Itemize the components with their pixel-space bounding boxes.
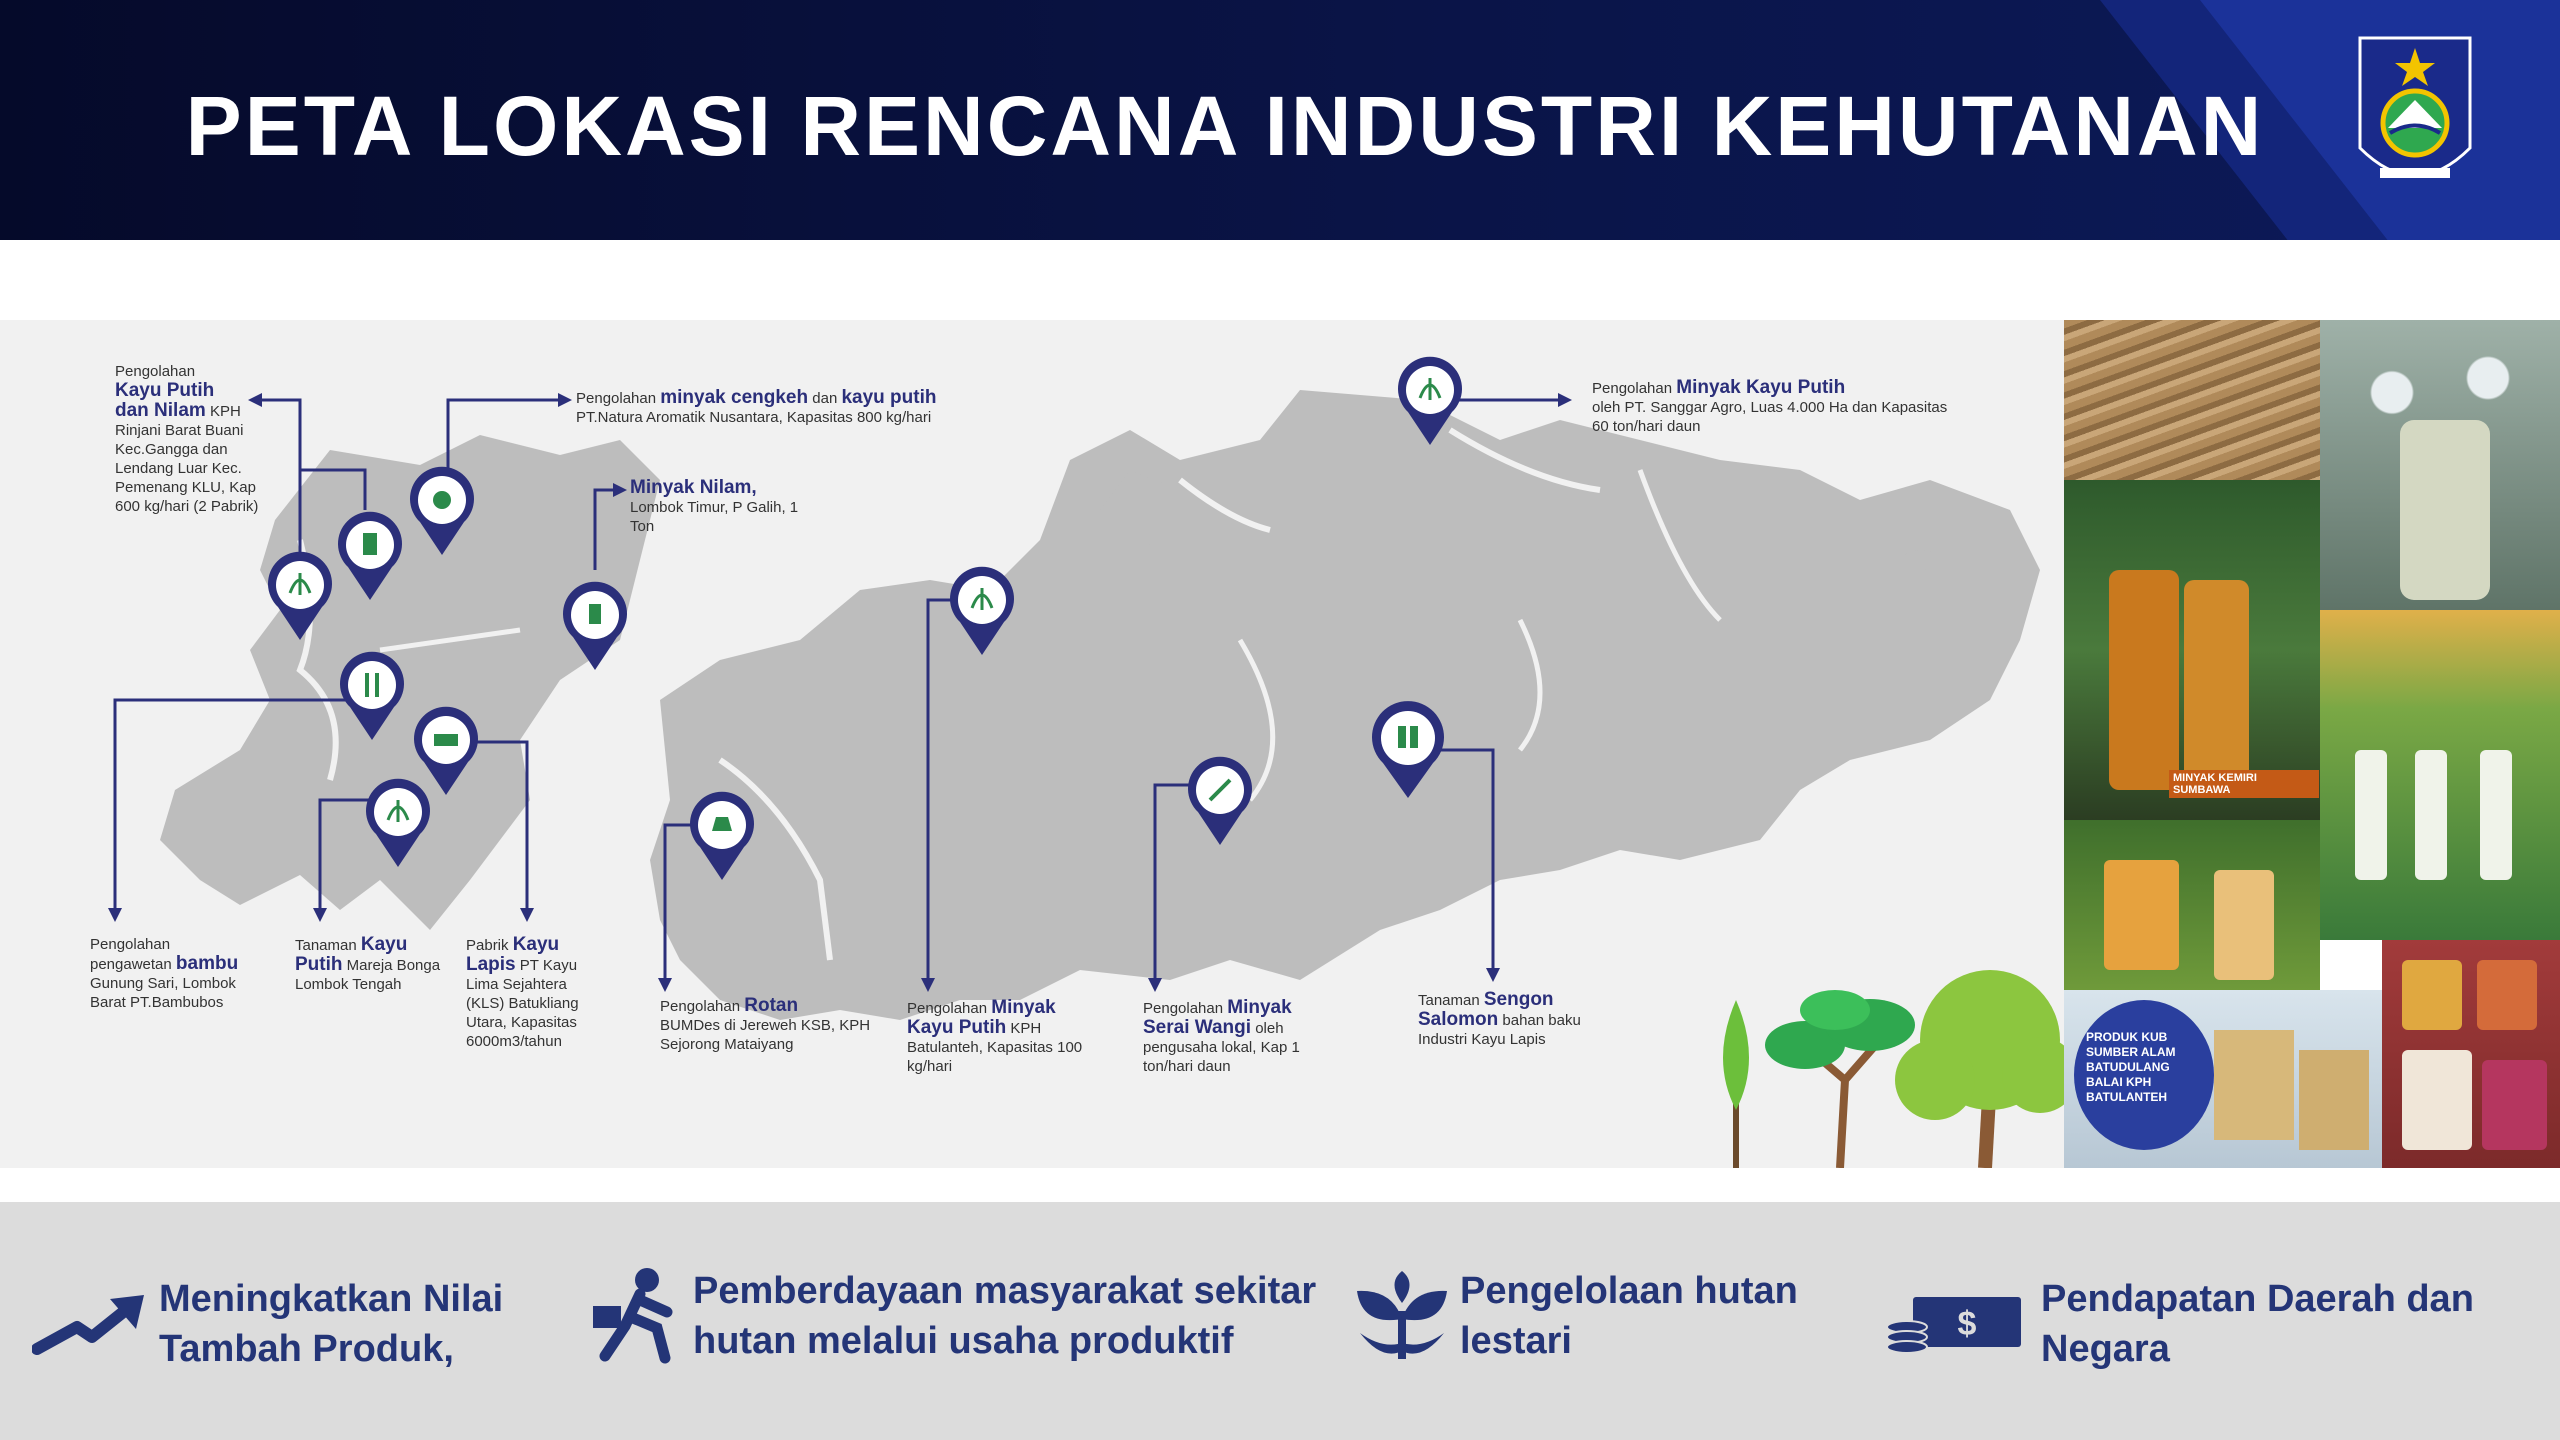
label-text: Lombok Timur, P Galih, 1 Ton bbox=[630, 499, 799, 535]
label-text: Pengolahan bbox=[576, 390, 661, 407]
label-serai-wangi bbox=[1143, 998, 1313, 1076]
label-text: Tanaman bbox=[1418, 992, 1484, 1009]
benefit-item bbox=[585, 1266, 1316, 1366]
trees-illustration bbox=[1723, 970, 2064, 1168]
label-highlight: Kayu Lapis bbox=[466, 934, 560, 975]
photo-roll-on-bottles bbox=[2320, 610, 2560, 940]
photo-caption: PRODUK KUB SUMBER ALAM BATUDULANG BALAI KPH BATULANTEH bbox=[2086, 1030, 2176, 1104]
photo-kub-products bbox=[2064, 990, 2382, 1168]
benefit-text: Negara bbox=[2041, 1328, 2170, 1370]
label-sanggar-agro bbox=[1592, 378, 1962, 436]
label-text: Gunung Sari, Lombok Barat PT.Bambubos bbox=[90, 975, 236, 1011]
benefit-text: Pendapatan Daerah dan bbox=[2041, 1278, 2474, 1320]
label-text: PT Kayu Lima Sejahtera (KLS) Batukliang Utara, Kapasitas 6000m3/tahun bbox=[466, 957, 579, 1050]
photo-bamboo bbox=[2064, 320, 2320, 480]
label-text: oleh PT. Sanggar Agro, Luas 4.000 Ha dan Kapasitas 60 ton/hari daun bbox=[1592, 399, 1948, 435]
footer-benefits bbox=[0, 1202, 2560, 1440]
label-minyak-kayu-putih-batulanteh bbox=[907, 998, 1097, 1076]
label-text: dan bbox=[808, 390, 842, 407]
label-highlight: minyak cengkeh bbox=[660, 387, 809, 408]
label-text: bahan baku Industri Kayu Lapis bbox=[1418, 1012, 1581, 1048]
emblem-ntb-logo bbox=[2350, 18, 2480, 208]
photo-jars bbox=[2382, 940, 2560, 1168]
label-text: Pabrik bbox=[466, 937, 513, 954]
label-bambu bbox=[90, 935, 255, 1012]
benefit-text: Meningkatkan Nilai bbox=[159, 1278, 504, 1320]
label-text: BUMDes di Jereweh KSB, KPH Sejorong Mataiyang bbox=[660, 1017, 871, 1053]
label-text: Pengolahan pengawetan bbox=[90, 936, 176, 973]
label-highlight: Rotan bbox=[744, 995, 799, 1016]
sprout-icon bbox=[1352, 1271, 1452, 1361]
photo-oil-bottles bbox=[2320, 320, 2560, 610]
money-icon bbox=[1885, 1289, 2025, 1359]
label-highlight: Kayu Putih bbox=[115, 380, 215, 401]
label-text: Pengolahan bbox=[907, 1000, 992, 1017]
label-highlight: Minyak Serai Wangi bbox=[1143, 997, 1292, 1038]
label-text: Pengolahan bbox=[660, 998, 745, 1015]
label-highlight: kayu putih bbox=[841, 387, 937, 408]
label-sengon bbox=[1418, 990, 1603, 1049]
label-text: Rinjani Barat Buani Kec.Gangga dan Lendang Luar Kec. Pemenang KLU, Kap 600 kg/hari (2 Pabrik) bbox=[115, 422, 259, 515]
benefit-item bbox=[1352, 1266, 1798, 1366]
sumbawa-island bbox=[650, 390, 2040, 1020]
benefit-item bbox=[1885, 1274, 2474, 1374]
growth-arrow-icon bbox=[32, 1289, 147, 1359]
label-highlight: bambu bbox=[175, 953, 239, 974]
benefit-text: Pemberdayaan masyarakat sekitar bbox=[693, 1270, 1317, 1312]
photo-kemiri-powder bbox=[2064, 820, 2320, 990]
benefit-item bbox=[32, 1274, 503, 1374]
label-text: Pengolahan bbox=[115, 363, 196, 380]
benefit-text: Tambah Produk, bbox=[159, 1328, 454, 1370]
benefit-text: Pengelolaan hutan bbox=[1460, 1270, 1798, 1312]
label-text: Mareja Bonga Lombok Tengah bbox=[295, 957, 441, 993]
photo-caption: MINYAK KEMIRI SUMBAWA bbox=[2169, 770, 2319, 798]
label-rotan bbox=[660, 996, 875, 1054]
label-highlight: Kayu Putih bbox=[295, 934, 408, 975]
label-text: PT.Natura Aromatik Nusantara, Kapasitas 800 kg/hari bbox=[576, 409, 932, 426]
page-title: PETA LOKASI RENCANA INDUSTRI KEHUTANAN bbox=[185, 79, 2265, 173]
worker-icon bbox=[585, 1266, 685, 1366]
label-text: KPH Batulanteh, Kapasitas 100 kg/hari bbox=[907, 1020, 1083, 1075]
svg-text:$: $ bbox=[1957, 1305, 1977, 1343]
label-minyak-nilam bbox=[630, 478, 820, 536]
label-text: Tanaman bbox=[295, 937, 361, 954]
label-highlight: Minyak Kayu Putih bbox=[907, 997, 1056, 1038]
label-highlight: dan Nilam bbox=[115, 400, 206, 421]
benefit-text: hutan melalui usaha produktif bbox=[693, 1320, 1234, 1362]
label-kayu-lapis bbox=[466, 935, 601, 1051]
photo-kemiri-oil bbox=[2064, 480, 2320, 820]
header-banner bbox=[0, 0, 2560, 240]
label-highlight: Minyak Kayu Putih bbox=[1676, 377, 1846, 398]
label-text: Pengolahan bbox=[1143, 1000, 1228, 1017]
label-highlight: Sengon Salomon bbox=[1418, 989, 1554, 1030]
benefit-text: lestari bbox=[1460, 1320, 1572, 1362]
product-photo-collage bbox=[2064, 320, 2560, 1168]
label-text: Pengolahan bbox=[1592, 380, 1677, 397]
label-minyak-cengkeh bbox=[576, 388, 976, 427]
label-highlight: Minyak Nilam, bbox=[630, 477, 757, 498]
label-kayu-putih-nilam-klu bbox=[115, 362, 275, 516]
label-tanaman-kayu-putih bbox=[295, 935, 445, 994]
label-text: KPH bbox=[205, 403, 241, 420]
label-text: oleh pengusaha lokal, Kap 1 ton/hari daun bbox=[1143, 1020, 1300, 1075]
